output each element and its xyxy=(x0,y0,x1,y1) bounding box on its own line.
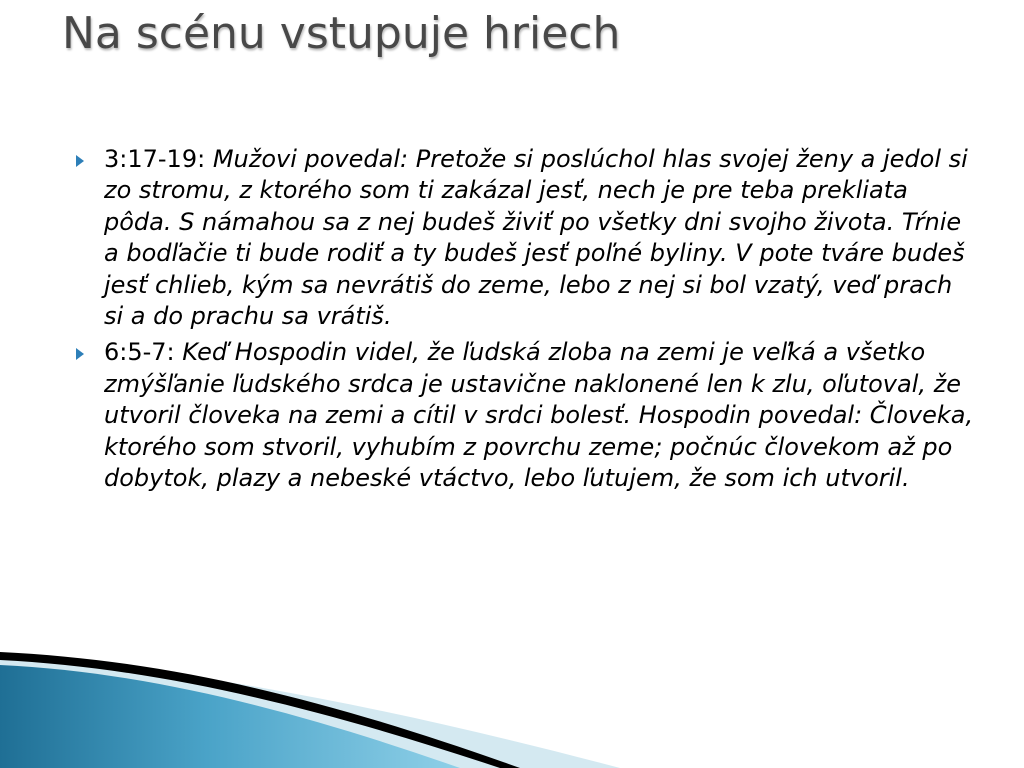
verse-reference: 3:17-19: xyxy=(104,145,213,173)
bullet-arrow-icon xyxy=(76,155,84,167)
bullet-arrow-icon xyxy=(76,348,84,360)
slide-title: Na scénu vstupuje hriech xyxy=(62,8,621,59)
verse-reference: 6:5-7: xyxy=(104,338,183,367)
bullet-item xyxy=(76,337,976,494)
verse-text: Mužovi povedal: Pretože si poslúchol hlas svojej ženy a jedol si zo stromu, z ktorého som ti zakázal jesť, nech je pre teba prekliata pôda. S námahou sa z nej budeš živiť po všetky dni svojho života. Tŕnie a bodľačie ti bude rodiť a ty budeš jesť poľné byliny. V pote tváre budeš jesť chlieb, kým sa nevrátiš do zeme, lebo z nej si bol vzatý, veď prach si a do prachu sa vrátiš. xyxy=(104,145,968,331)
verse-text: Keď Hospodin videl, že ľudská zloba na zemi je veľká a všetko zmýšľanie ľudského srdca je ustavične naklonené len k zlu, oľutoval, že utvoril človeka na zemi a cítil v srdci bolesť. Hospodin povedal: Človeka, ktorého som stvoril, vyhubím z povrchu zeme; počnúc človekom až po dobytok, plazy a nebeské vtáctvo, lebo ľutujem, že som ich utvoril. xyxy=(104,338,974,493)
bullet-item xyxy=(76,144,976,332)
bullet-list xyxy=(76,144,976,499)
